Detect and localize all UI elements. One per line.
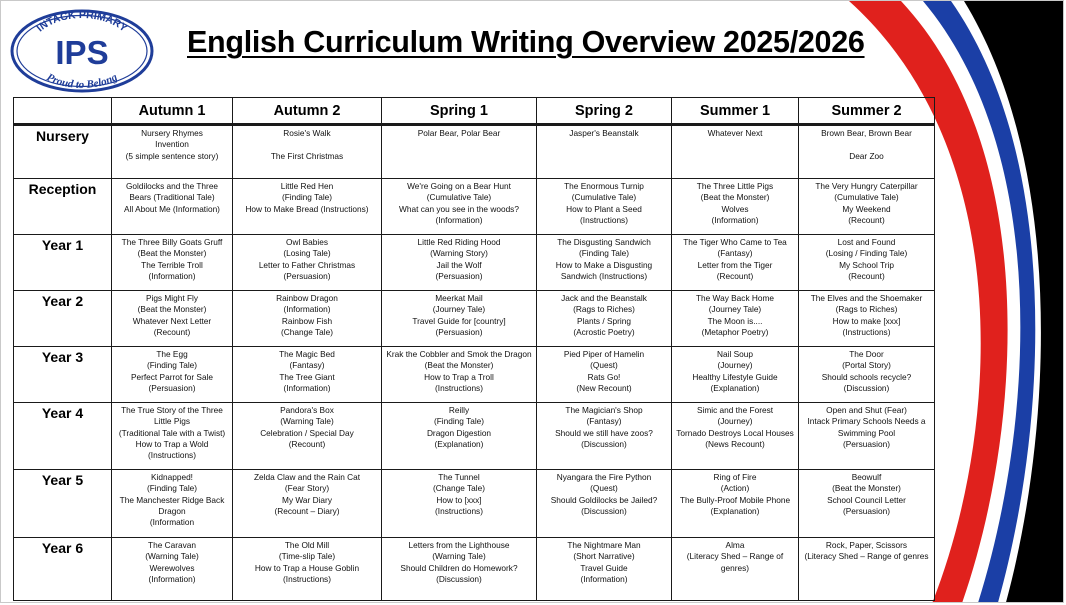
cell-line: Rats Go! xyxy=(587,371,621,382)
cell-line: Polar Bear, Polar Bear xyxy=(417,128,501,138)
cell-line: How to [xxx] xyxy=(436,494,482,505)
cell-line: Letter from the Tiger xyxy=(697,259,773,270)
table-cell xyxy=(112,470,233,538)
cell-line xyxy=(233,139,381,150)
logo-school-name: INTACK PRIMARY xyxy=(34,8,130,35)
cell-line: (Instructions) xyxy=(580,214,628,225)
table-cell xyxy=(537,125,672,179)
table-cell xyxy=(537,347,672,403)
row-label: Year 4 xyxy=(14,403,112,470)
cell-line: Ring of Fire xyxy=(713,472,757,482)
cell-line: (Journey Tale) xyxy=(708,304,762,315)
cell-line: (Information xyxy=(149,517,195,528)
cell-line: Invention xyxy=(155,139,189,150)
logo-motto: Proud to Belong xyxy=(44,71,120,92)
cell-line: (Losing / Finding Tale) xyxy=(825,248,908,259)
cell-line: The Door xyxy=(849,349,884,359)
cell-line: (Information) xyxy=(580,573,628,584)
cell-line: Should schools recycle? xyxy=(821,371,912,382)
cell-line: (Instructions) xyxy=(283,573,331,584)
logo-initials: IPS xyxy=(55,34,109,71)
cell-line: Letter to Father Christmas xyxy=(258,259,356,270)
column-header: Spring 2 xyxy=(537,98,672,125)
cell-line: The Enormous Turnip xyxy=(564,181,644,191)
cell-line: (Persuasion) xyxy=(148,382,196,393)
cell-line: How to Make a Disgusting xyxy=(555,259,653,270)
table-cell xyxy=(672,125,799,179)
column-header: Autumn 1 xyxy=(112,98,233,125)
cell-line: (Information) xyxy=(711,214,759,225)
table-cell xyxy=(233,235,382,291)
cell-line: (Persuasion) xyxy=(435,326,483,337)
cell-line: The Old Mill xyxy=(284,540,330,550)
table-row xyxy=(14,470,935,538)
cell-line: The Disgusting Sandwich xyxy=(557,237,651,247)
cell-line: How to Trap a Troll xyxy=(424,371,494,382)
cell-line: (Change Tale) xyxy=(281,326,333,337)
table-cell xyxy=(112,347,233,403)
cell-line: Little Red Hen xyxy=(280,181,334,191)
cell-line: (Literacy Shed – Range of genres xyxy=(804,551,929,562)
table-cell xyxy=(382,538,537,601)
cell-line: (News Recount) xyxy=(705,438,765,449)
cell-line: (Quest) xyxy=(590,360,618,371)
row-label: Year 3 xyxy=(14,347,112,403)
table-cell xyxy=(112,403,233,470)
cell-line: Werewolves xyxy=(149,562,195,573)
cell-line: (Information) xyxy=(435,214,483,225)
cell-line: (Discussion) xyxy=(843,382,890,393)
cell-line: Dear Zoo xyxy=(849,150,884,161)
cell-line: (Recount – Diary) xyxy=(274,505,340,516)
cell-line: My School Trip xyxy=(839,259,894,270)
cell-line: (Instructions) xyxy=(842,326,891,337)
cell-line: The Way Back Home xyxy=(695,293,775,303)
cell-line: (Warning Tale) xyxy=(145,551,199,562)
table-cell xyxy=(799,291,935,347)
cell-line: Nail Soup xyxy=(717,349,753,359)
table-cell xyxy=(233,403,382,470)
table-cell xyxy=(537,235,672,291)
cell-line: Should Children do Homework? xyxy=(400,562,518,573)
cell-line: (Explanation) xyxy=(710,382,760,393)
cell-line: (Journey Tale) xyxy=(432,304,486,315)
table-cell xyxy=(537,403,672,470)
cell-line: (Information) xyxy=(148,573,196,584)
cell-line: (Traditional Tale with a Twist) xyxy=(118,427,226,438)
table-cell xyxy=(799,179,935,235)
cell-line: Little Red Riding Hood xyxy=(417,237,501,247)
table-cell xyxy=(112,235,233,291)
row-label: Year 1 xyxy=(14,235,112,291)
cell-line: Brown Bear, Brown Bear xyxy=(821,128,912,138)
cell-line: (Finding Tale) xyxy=(433,416,485,427)
table-row xyxy=(14,125,935,179)
cell-line: (Quest) xyxy=(590,483,618,494)
table-cell xyxy=(799,347,935,403)
cell-line: The True Story of the Three xyxy=(121,405,223,415)
cell-line: (Instructions) xyxy=(435,505,483,516)
column-header: Spring 1 xyxy=(382,98,537,125)
table-cell xyxy=(382,235,537,291)
cell-line: (Fantasy) xyxy=(289,360,325,371)
cell-line: (Recount) xyxy=(848,270,885,281)
cell-line: Swimming Pool xyxy=(837,427,896,438)
table-cell xyxy=(382,347,537,403)
cell-line: Dragon Digestion xyxy=(426,427,492,438)
table-cell xyxy=(382,179,537,235)
cell-line: What can you see in the woods? xyxy=(399,203,519,214)
cell-line: (Portal Story) xyxy=(842,360,891,371)
table-cell xyxy=(672,470,799,538)
cell-line: The Three Little Pigs xyxy=(696,181,774,191)
cell-line: Should Goldilocks be Jailed? xyxy=(550,494,658,505)
cell-line: (Persuasion) xyxy=(435,270,483,281)
cell-line: (Discussion) xyxy=(581,438,627,449)
table-cell xyxy=(672,538,799,601)
cell-line: Pied Piper of Hamelin xyxy=(563,349,645,359)
cell-line: Pandora's Box xyxy=(280,405,334,415)
table-row xyxy=(14,347,935,403)
cell-line: Nursery Rhymes xyxy=(141,128,203,138)
cell-line: Jack and the Beanstalk xyxy=(561,293,647,303)
cell-line: Wolves xyxy=(721,203,749,214)
cell-line: All About Me (Information) xyxy=(124,203,220,214)
cell-line: Healthy Lifestyle Guide xyxy=(692,371,778,382)
cell-line: Bears (Traditional Tale) xyxy=(129,192,215,203)
table-cell xyxy=(799,235,935,291)
cell-line: (Recount) xyxy=(288,438,326,449)
cell-line: (Explanation) xyxy=(710,505,760,516)
cell-line: (Change Tale) xyxy=(433,483,485,494)
column-header: Summer 1 xyxy=(672,98,799,125)
cell-line: (Literacy Shed – Range of xyxy=(686,551,784,562)
cell-line: My Weekend xyxy=(842,203,891,214)
row-label: Reception xyxy=(14,179,112,235)
header-row xyxy=(14,98,935,125)
table-row xyxy=(14,291,935,347)
cell-line: (Rags to Riches) xyxy=(573,304,635,315)
cell-line: Should we still have zoos? xyxy=(555,427,653,438)
cell-line: Reilly xyxy=(448,405,470,415)
cell-line: (Beat the Monster) xyxy=(137,248,207,259)
cell-line: (Cumulative Tale) xyxy=(834,192,899,203)
cell-line: (Information) xyxy=(283,382,331,393)
table-cell xyxy=(382,470,537,538)
cell-line: The Elves and the Shoemaker xyxy=(810,293,923,303)
table-cell xyxy=(233,347,382,403)
cell-line: (Recount) xyxy=(716,270,754,281)
cell-line: The Terrible Troll xyxy=(141,259,203,270)
table-cell xyxy=(799,538,935,601)
cell-line: Rosie's Walk xyxy=(283,128,331,138)
cell-line: (Cumulative Tale) xyxy=(571,192,637,203)
cell-line: (Acrostic Poetry) xyxy=(573,326,635,337)
cell-line: (Time-slip Tale) xyxy=(278,551,336,562)
cell-line: (Recount) xyxy=(153,326,191,337)
row-label: Year 2 xyxy=(14,291,112,347)
table-cell xyxy=(382,291,537,347)
curriculum-table xyxy=(13,97,935,601)
table-cell xyxy=(233,470,382,538)
column-header: Summer 2 xyxy=(799,98,935,125)
table-row xyxy=(14,403,935,470)
cell-line: The Nightmare Man xyxy=(567,540,641,550)
table-cell xyxy=(672,347,799,403)
cell-line: (Losing Tale) xyxy=(283,248,331,259)
cell-line: (Instructions) xyxy=(148,450,196,461)
cell-line xyxy=(799,139,934,150)
cell-line: Kidnapped! xyxy=(151,472,193,482)
cell-line: Rainbow Fish xyxy=(281,315,333,326)
cell-line: My War Diary xyxy=(282,494,332,505)
cell-line: The Egg xyxy=(156,349,188,359)
cell-line: School Council Letter xyxy=(827,494,906,505)
cell-line: We're Going on a Bear Hunt xyxy=(407,181,511,191)
cell-line: Perfect Parrot for Sale xyxy=(130,371,214,382)
cell-line: (Warning Tale) xyxy=(432,551,486,562)
cell-line: Rock, Paper, Scissors xyxy=(825,540,908,550)
school-logo xyxy=(9,7,155,93)
column-header: Autumn 2 xyxy=(233,98,382,125)
table-cell xyxy=(112,291,233,347)
cell-line: The Magician's Shop xyxy=(565,405,643,415)
cell-line: (Finding Tale) xyxy=(578,248,630,259)
cell-line: Travel Guide xyxy=(580,562,628,573)
cell-line: Celebration / Special Day xyxy=(260,427,354,438)
cell-line: (Warning Tale) xyxy=(280,416,334,427)
cell-line: (Beat the Monster) xyxy=(700,192,770,203)
cell-line: (New Recount) xyxy=(576,382,632,393)
cell-line: (Beat the Monster) xyxy=(137,304,207,315)
cell-line: How to Make Bread (Instructions) xyxy=(245,203,369,214)
cell-line: (Cumulative Tale) xyxy=(426,192,492,203)
cell-line: Alma xyxy=(725,540,745,550)
table-cell xyxy=(537,291,672,347)
table-cell xyxy=(112,538,233,601)
cell-line: (Recount) xyxy=(848,214,885,225)
cell-line: Intack Primary Schools Needs a xyxy=(807,416,926,427)
table-cell xyxy=(233,291,382,347)
cell-line: (Metaphor Poetry) xyxy=(701,326,769,337)
table-cell xyxy=(112,125,233,179)
table-cell xyxy=(382,125,537,179)
table-cell xyxy=(672,235,799,291)
cell-line: The Very Hungry Caterpillar xyxy=(815,181,918,191)
cell-line: (Discussion) xyxy=(581,505,627,516)
cell-line: The Bully-Proof Mobile Phone xyxy=(679,494,791,505)
table-cell xyxy=(233,125,382,179)
table-cell xyxy=(799,470,935,538)
row-label: Year 5 xyxy=(14,470,112,538)
cell-line: The Tree Giant xyxy=(279,371,335,382)
cell-line: (Finding Tale) xyxy=(146,360,198,371)
cell-line: The Tiger Who Came to Tea xyxy=(683,237,787,247)
cell-line: Beowulf xyxy=(851,472,882,482)
table-cell xyxy=(233,179,382,235)
row-label: Year 6 xyxy=(14,538,112,601)
table-cell xyxy=(799,125,935,179)
cell-line: Sandwich (Instructions) xyxy=(560,270,648,281)
table-cell xyxy=(799,403,935,470)
cell-line: (Fantasy) xyxy=(717,248,753,259)
table-cell xyxy=(672,179,799,235)
cell-line: Whatever Next Letter xyxy=(132,315,212,326)
cell-line: How to Plant a Seed xyxy=(566,203,642,214)
cell-line: Open and Shut (Fear) xyxy=(826,405,907,415)
cell-line: Rainbow Dragon xyxy=(276,293,338,303)
cell-line: (Information) xyxy=(148,270,196,281)
corner-header xyxy=(14,98,112,125)
cell-line: Owl Babies xyxy=(286,237,328,247)
cell-line: (Journey) xyxy=(717,416,753,427)
cell-line: How to Trap a Wold xyxy=(135,438,209,449)
row-label: Nursery xyxy=(14,125,112,179)
cell-line: (Persuasion) xyxy=(842,505,891,516)
cell-line: (Finding Tale) xyxy=(281,192,333,203)
table-cell xyxy=(537,538,672,601)
cell-line: (Instructions) xyxy=(435,382,483,393)
cell-line: (Action) xyxy=(720,483,750,494)
cell-line: (Short Narrative) xyxy=(573,551,635,562)
cell-line: Lost and Found xyxy=(837,237,896,247)
table-cell xyxy=(537,470,672,538)
cell-line: Jasper's Beanstalk xyxy=(569,128,639,138)
cell-line: (Persuasion) xyxy=(283,270,331,281)
table-cell xyxy=(672,291,799,347)
cell-line: Meerkat Mail xyxy=(435,293,483,303)
cell-line: Plants / Spring xyxy=(577,315,631,326)
cell-line: The Manchester Ridge Back xyxy=(119,494,225,505)
table-cell xyxy=(233,538,382,601)
cell-line: (Warning Story) xyxy=(430,248,488,259)
cell-line: genres) xyxy=(720,562,750,573)
cell-line: The Caravan xyxy=(148,540,196,550)
cell-line: (Information) xyxy=(283,304,331,315)
cell-line: Zelda Claw and the Rain Cat xyxy=(253,472,361,482)
cell-line: (Journey) xyxy=(717,360,753,371)
cell-line: How to make [xxx] xyxy=(832,315,901,326)
page-title: English Curriculum Writing Overview 2025/2026 xyxy=(187,25,865,59)
table-cell xyxy=(112,179,233,235)
cell-line: (Discussion) xyxy=(436,573,482,584)
cell-line: (Beat the Monster) xyxy=(832,483,901,494)
cell-line: (Persuasion) xyxy=(842,438,891,449)
cell-line: (Explanation) xyxy=(434,438,484,449)
table-cell xyxy=(382,403,537,470)
cell-line: Nyangara the Fire Python xyxy=(556,472,652,482)
cell-line: (Fantasy) xyxy=(586,416,622,427)
table-row xyxy=(14,235,935,291)
cell-line: (Beat the Monster) xyxy=(424,360,494,371)
cell-line: Simic and the Forest xyxy=(696,405,774,415)
table-cell xyxy=(537,179,672,235)
cell-line: Little Pigs xyxy=(154,416,190,427)
cell-line: Goldilocks and the Three xyxy=(125,181,219,191)
cell-line: Pigs Might Fly xyxy=(145,293,199,303)
cell-line: The Moon is.... xyxy=(707,315,763,326)
table-row xyxy=(14,179,935,235)
table-cell xyxy=(672,403,799,470)
cell-line: (Rags to Riches) xyxy=(835,304,898,315)
cell-line: Whatever Next xyxy=(707,128,763,138)
cell-line: Jail the Wolf xyxy=(436,259,482,270)
cell-line: The Tunnel xyxy=(438,472,480,482)
cell-line: Krak the Cobbler and Smok the Dragon xyxy=(386,349,532,359)
cell-line: Tornado Destroys Local Houses xyxy=(676,427,794,438)
table-row xyxy=(14,538,935,601)
cell-line: The Three Billy Goats Gruff xyxy=(121,237,223,247)
cell-line: The Magic Bed xyxy=(279,349,335,359)
cell-line: How to Trap a House Goblin xyxy=(254,562,360,573)
cell-line: (Fear Story) xyxy=(284,483,330,494)
cell-line: Letters from the Lighthouse xyxy=(408,540,510,550)
cell-line: (Finding Tale) xyxy=(146,483,198,494)
cell-line: (5 simple sentence story) xyxy=(125,150,219,161)
cell-line: Dragon xyxy=(158,505,186,516)
cell-line: The First Christmas xyxy=(270,150,344,161)
cell-line: Travel Guide for [country] xyxy=(412,315,506,326)
